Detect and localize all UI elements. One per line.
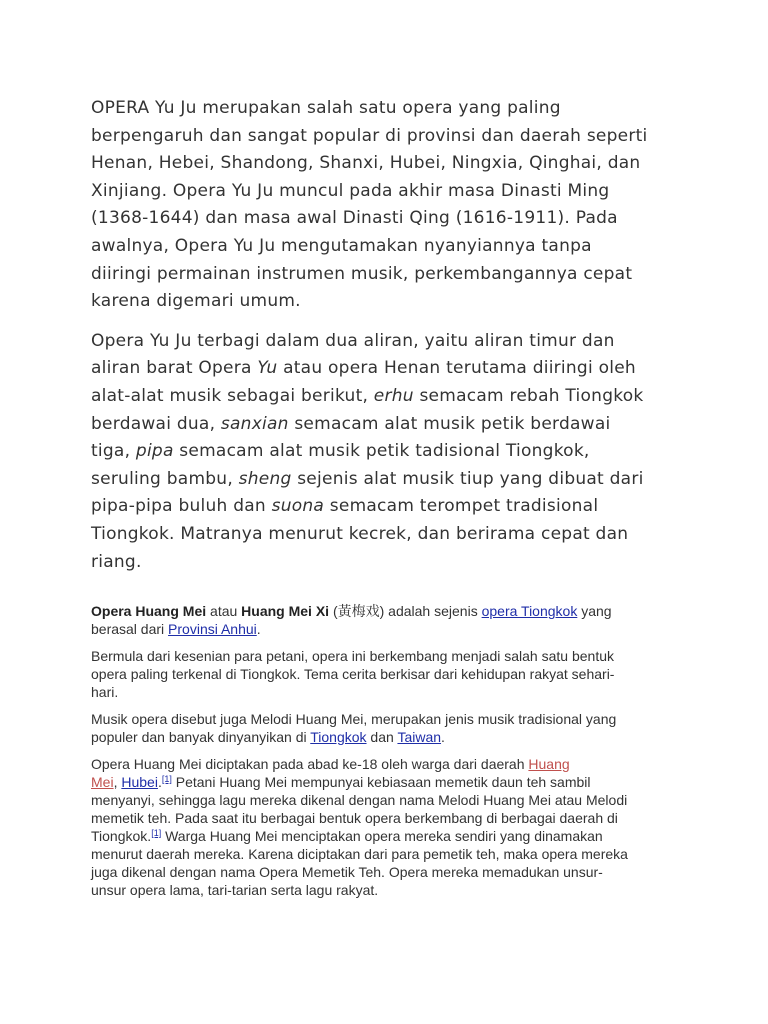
text-line xyxy=(91,438,691,466)
text-run: aliran barat Opera xyxy=(91,358,258,379)
text-line: Opera Yu Ju terbagi dalam dua aliran, yaitu aliran timur dan xyxy=(91,330,615,351)
text-line: diiringi permainan instrumen musik, perkembangannya cepat xyxy=(91,263,633,284)
text-run: seruling bambu, xyxy=(91,468,239,489)
text-run: semacam terompet tradisional xyxy=(324,496,599,517)
text-line: juga dikenal dengan nama Opera Memetik Teh. Opera mereka memadukan unsur- xyxy=(91,864,603,880)
link-taiwan[interactable]: Taiwan xyxy=(397,729,442,745)
text-line: hari. xyxy=(91,684,119,700)
wiki-paragraph-4 xyxy=(91,755,681,899)
text-line: awalnya, Opera Yu Ju mengutamakan nyanyiannya tanpa xyxy=(91,235,592,256)
link-huang-mei[interactable]: Huang xyxy=(528,756,570,772)
wiki-paragraph-2 xyxy=(91,647,681,701)
text-line xyxy=(91,355,691,383)
link-provinsi-anhui[interactable]: Provinsi Anhui xyxy=(168,621,257,637)
text-run: atau xyxy=(206,603,242,619)
text-line: Bermula dari kesenian para petani, opera ini berkembang menjadi salah satu bentuk xyxy=(91,648,614,664)
text-run: dan xyxy=(366,729,398,745)
text-run: . xyxy=(157,774,162,790)
text-line: Tiongkok. Matranya menurut kecrek, dan berirama cepat dan xyxy=(91,523,629,544)
reference-link[interactable]: [1] xyxy=(161,774,172,784)
text-line xyxy=(91,602,681,620)
text-line xyxy=(91,755,681,773)
link-hubei[interactable]: Hubei xyxy=(121,774,158,790)
text-line xyxy=(91,773,681,791)
text-run: populer dan banyak dinyanyikan di xyxy=(91,729,311,745)
text-run: Petani Huang Mei mempunyai kebiasaan memetik daun teh sambil xyxy=(171,774,591,790)
intro-paragraph-1 xyxy=(91,95,691,316)
italic-term: pipa xyxy=(135,441,174,462)
text-run: atau opera Henan terutama diiringi oleh xyxy=(277,358,636,379)
text-line: opera paling terkenal di Tiongkok. Tema cerita berkisar dari kehidupan rakyat sehari- xyxy=(91,666,615,682)
text-run: berdawai dua, xyxy=(91,413,221,434)
text-line xyxy=(91,827,681,845)
wiki-paragraph-1 xyxy=(91,602,681,638)
text-run: . xyxy=(256,621,261,637)
link-huang-mei-cont[interactable]: Mei xyxy=(91,774,114,790)
text-line: (1368-1644) dan masa awal Dinasti Qing (1616-1911). Pada xyxy=(91,208,618,229)
text-line: memetik teh. Pada saat itu berbagai bentuk opera berkembang di berbagai daerah di xyxy=(91,810,618,826)
text-line: berpengaruh dan sangat popular di provinsi dan daerah seperti xyxy=(91,125,648,146)
text-line: Xinjiang. Opera Yu Ju muncul pada akhir masa Dinasti Ming xyxy=(91,180,610,201)
text-run: Opera Huang Mei diciptakan pada abad ke-18 oleh warga dari daerah xyxy=(91,756,529,772)
text-run: semacam rebah Tiongkok xyxy=(413,385,644,406)
text-run: pipa-pipa buluh dan xyxy=(91,496,272,517)
text-line: menyanyi, sehingga lagu mereka dikenal dengan nama Melodi Huang Mei atau Melodi xyxy=(91,792,628,808)
text-line xyxy=(91,728,681,746)
italic-term: Yu xyxy=(257,358,278,379)
text-run: alat-alat musik sebagai berikut, xyxy=(91,385,374,406)
text-run: , xyxy=(113,774,122,790)
bold-term: Opera Huang Mei xyxy=(91,603,207,619)
text-run: berasal dari xyxy=(91,621,169,637)
text-run: . xyxy=(441,729,445,745)
text-run: sejenis alat musik tiup yang dibuat dari xyxy=(291,468,644,489)
italic-term: erhu xyxy=(373,385,414,406)
text-line: OPERA Yu Ju merupakan salah satu opera yang paling xyxy=(91,98,561,118)
intro-paragraph-2 xyxy=(91,328,691,576)
text-line xyxy=(91,620,681,638)
text-line: Musik opera disebut juga Melodi Huang Mei, merupakan jenis musik tradisional yang xyxy=(91,711,617,727)
text-line: riang. xyxy=(91,551,142,572)
text-line: unsur opera lama, tari-tarian serta lagu rakyat. xyxy=(91,882,379,898)
text-run: Warga Huang Mei menciptakan opera mereka sendiri yang dinamakan xyxy=(161,828,603,844)
text-run: semacam alat musik petik berdawai xyxy=(288,413,611,434)
italic-term: suona xyxy=(271,496,325,517)
text-run: tiga, xyxy=(91,441,136,462)
text-run: (黃梅戏) adalah sejenis xyxy=(329,603,482,619)
text-line: karena digemari umum. xyxy=(91,291,301,312)
italic-term: sanxian xyxy=(220,413,289,434)
bold-term: Huang Mei Xi xyxy=(241,603,330,619)
text-line xyxy=(91,411,691,439)
text-run: semacam alat musik petik tadisional Tiongkok, xyxy=(173,441,590,462)
link-tiongkok[interactable]: Tiongkok xyxy=(310,729,367,745)
text-line xyxy=(91,493,691,521)
text-run: yang xyxy=(577,603,612,619)
text-line xyxy=(91,383,691,411)
reference-link[interactable]: [1] xyxy=(151,828,162,838)
text-line xyxy=(91,466,691,494)
text-line: Henan, Hebei, Shandong, Shanxi, Hubei, Ningxia, Qinghai, dan xyxy=(91,153,641,174)
intro-section xyxy=(91,95,691,576)
text-line: menurut daerah mereka. Karena diciptakan dari para pemetik teh, maka opera mereka xyxy=(91,846,628,862)
link-opera-tiongkok[interactable]: opera Tiongkok xyxy=(481,603,578,619)
wiki-paragraph-3 xyxy=(91,710,681,746)
text-run: Tiongkok. xyxy=(91,828,152,844)
italic-term: sheng xyxy=(238,468,292,489)
wiki-excerpt xyxy=(91,602,681,908)
